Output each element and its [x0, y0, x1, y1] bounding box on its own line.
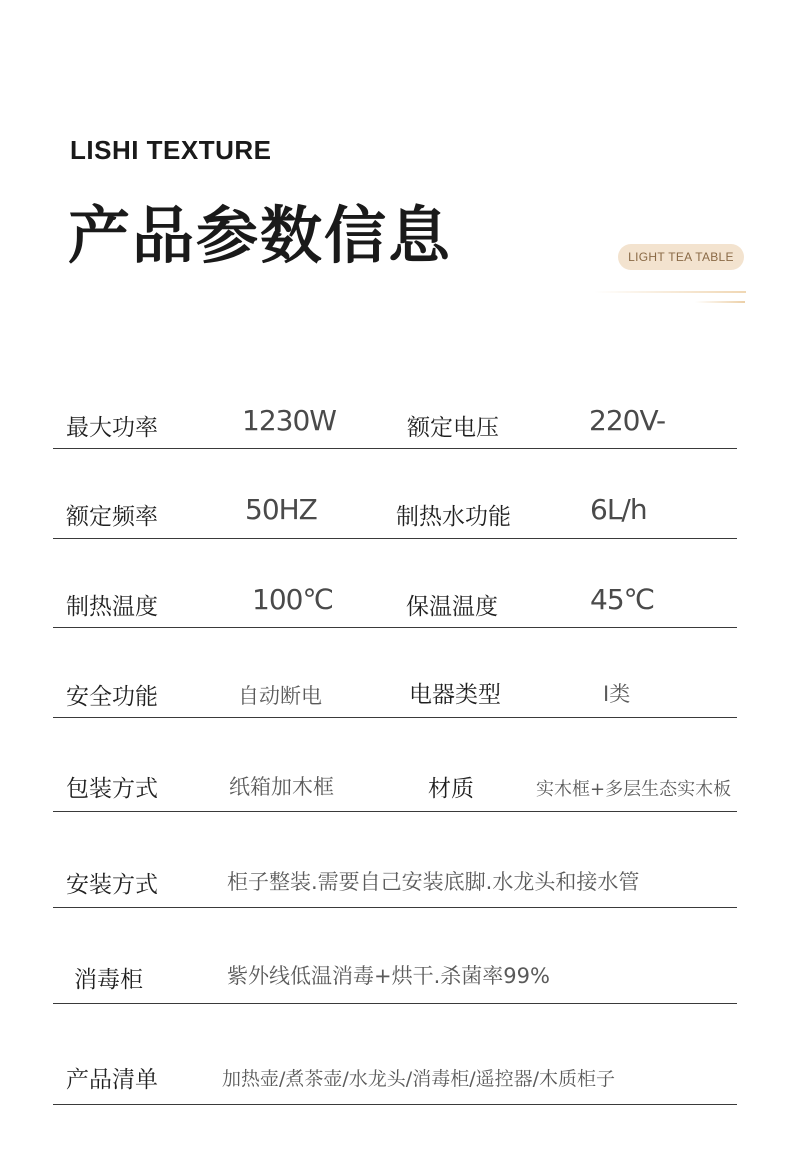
spec-label: 最大功率: [66, 415, 158, 441]
spec-label: 消毒柜: [74, 967, 143, 993]
row-divider: [53, 1003, 737, 1004]
spec-label: 包装方式: [66, 776, 158, 802]
spec-value: 6L/h: [590, 493, 647, 526]
decorative-line: [594, 291, 746, 293]
spec-label: 制热温度: [66, 594, 158, 620]
spec-value: 加热壶/煮茶壶/水龙头/消毒柜/遥控器/木质柜子: [222, 1068, 616, 1090]
row-divider: [53, 811, 737, 812]
spec-value: 实木框+多层生态实木板: [536, 779, 732, 800]
row-divider: [53, 627, 737, 628]
spec-value: 1230W: [242, 404, 336, 437]
spec-value: 纸箱加木框: [229, 775, 334, 799]
spec-label: 额定频率: [66, 504, 158, 530]
row-divider: [53, 1104, 737, 1105]
spec-label: 材质: [428, 776, 474, 802]
spec-label: 安全功能: [66, 684, 158, 710]
row-divider: [53, 717, 737, 718]
spec-label: 产品清单: [66, 1067, 158, 1093]
row-divider: [53, 448, 737, 449]
page-title: 产品参数信息: [68, 199, 453, 272]
spec-value: 100℃: [252, 583, 333, 616]
row-divider: [53, 538, 737, 539]
spec-label: 保温温度: [406, 594, 498, 620]
spec-value: 紫外线低温消毒+烘干.杀菌率99%: [227, 964, 550, 988]
spec-label: 安装方式: [66, 872, 158, 898]
spec-value: I类: [603, 682, 631, 706]
decorative-line: [695, 301, 745, 303]
spec-label: 额定电压: [407, 415, 499, 441]
spec-value: 自动断电: [238, 684, 322, 708]
spec-value: 220V-: [589, 404, 666, 437]
spec-value: 柜子整装.需要自己安装底脚.水龙头和接水管: [227, 870, 640, 894]
spec-value: 50HZ: [245, 493, 317, 526]
row-divider: [53, 907, 737, 908]
spec-label: 制热水功能: [396, 504, 511, 530]
spec-label: 电器类型: [409, 682, 501, 708]
spec-value: 45℃: [590, 583, 655, 616]
category-badge: LIGHT TEA TABLE: [618, 244, 744, 270]
brand-name: LISHI TEXTURE: [70, 135, 272, 165]
